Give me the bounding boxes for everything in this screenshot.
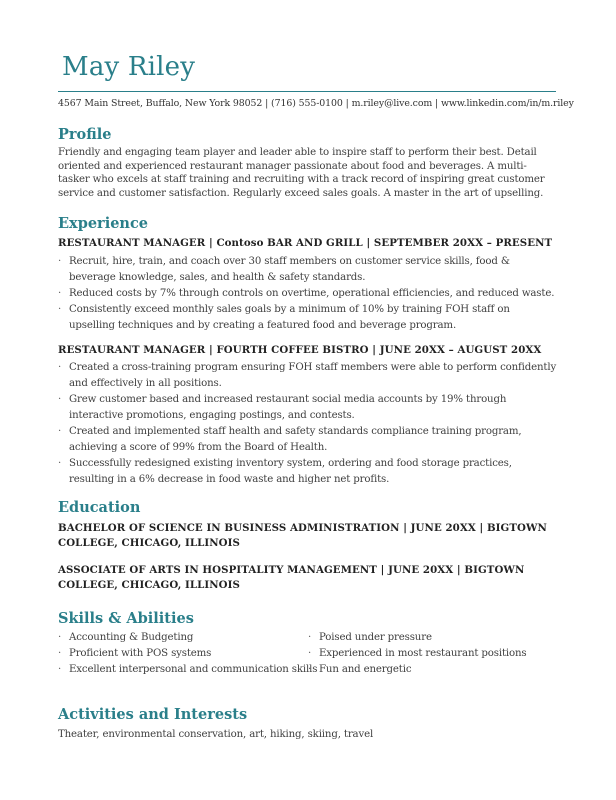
job-bullet: · Created a cross-training program ensuring FOH staff members were able to perform confidently and effectively in all positions. bbox=[58, 360, 558, 392]
skill-item: · Accounting & Budgeting bbox=[58, 630, 317, 646]
skill-item: · Experienced in most restaurant positions bbox=[308, 646, 526, 662]
profile-heading: Profile bbox=[58, 126, 112, 143]
skill-item: · Fun and energetic bbox=[308, 662, 526, 678]
activities-heading: Activities and Interests bbox=[58, 706, 248, 723]
job-bullet: · Reduced costs by 7% through controls on overtime, operational efficiencies, and reduced waste. bbox=[58, 286, 558, 302]
job-bullets bbox=[58, 254, 558, 334]
skill-item: · Poised under pressure bbox=[308, 630, 526, 646]
skills-list-left bbox=[58, 630, 317, 678]
activities-text: Theater, environmental conservation, art, hiking, skiing, travel bbox=[58, 729, 374, 740]
job-bullet: · Created and implemented staff health and safety standards compliance training program, achieving a score of 99% from the Board of Health. bbox=[58, 424, 558, 456]
skill-item: · Proficient with POS systems bbox=[58, 646, 317, 662]
skills-heading: Skills & Abilities bbox=[58, 610, 194, 627]
contact-line: 4567 Main Street, Buffalo, New York 98052 | (716) 555-0100 | m.riley@live.com | www.linkedin.com/in/m.riley bbox=[58, 98, 574, 109]
header-divider bbox=[58, 91, 556, 92]
job-title: RESTAURANT MANAGER | Contoso BAR AND GRILL | SEPTEMBER 20XX – PRESENT bbox=[58, 237, 553, 249]
skill-item: · Excellent interpersonal and communication skills bbox=[58, 662, 317, 678]
job-bullet: · Successfully redesigned existing inventory system, ordering and food storage practices, resulting in a 6% decrease in food waste and higher net profits. bbox=[58, 456, 558, 488]
experience-heading: Experience bbox=[58, 215, 149, 232]
education-heading: Education bbox=[58, 499, 141, 516]
job-bullets bbox=[58, 360, 558, 488]
education-entry: BACHELOR OF SCIENCE IN BUSINESS ADMINISTRATION | JUNE 20XX | BIGTOWN COLLEGE, CHICAGO, ILLINOIS bbox=[58, 522, 547, 549]
job-bullet: · Consistently exceed monthly sales goals by a minimum of 10% by training FOH staff on upselling techniques and by creating a featured food and beverage program. bbox=[58, 302, 558, 334]
job-bullet: · Grew customer based and increased restaurant social media accounts by 19% through interactive promotions, engaging postings, and contests. bbox=[58, 392, 558, 424]
skills-list-right bbox=[308, 630, 526, 678]
job-bullet: · Recruit, hire, train, and coach over 30 staff members on customer service skills, food & beverage knowledge, sales, and health & safety standards. bbox=[58, 254, 558, 286]
profile-text: Friendly and engaging team player and leader able to inspire staff to perform their best. Detail oriented and experienced restaurant manager passionate about food and beverages. A multi-tasker who excels at staff training and recruiting with a track record of inspiring great customer service and customer satisfaction. Regularly exceed sales goals. A master in the art of upselling. bbox=[58, 147, 545, 199]
job-title: RESTAURANT MANAGER | FOURTH COFFEE BISTRO | JUNE 20XX – AUGUST 20XX bbox=[58, 344, 542, 356]
education-entry: ASSOCIATE OF ARTS IN HOSPITALITY MANAGEMENT | JUNE 20XX | BIGTOWN COLLEGE, CHICAGO, ILLINOIS bbox=[58, 564, 525, 591]
resume-name: May Riley bbox=[62, 52, 196, 82]
